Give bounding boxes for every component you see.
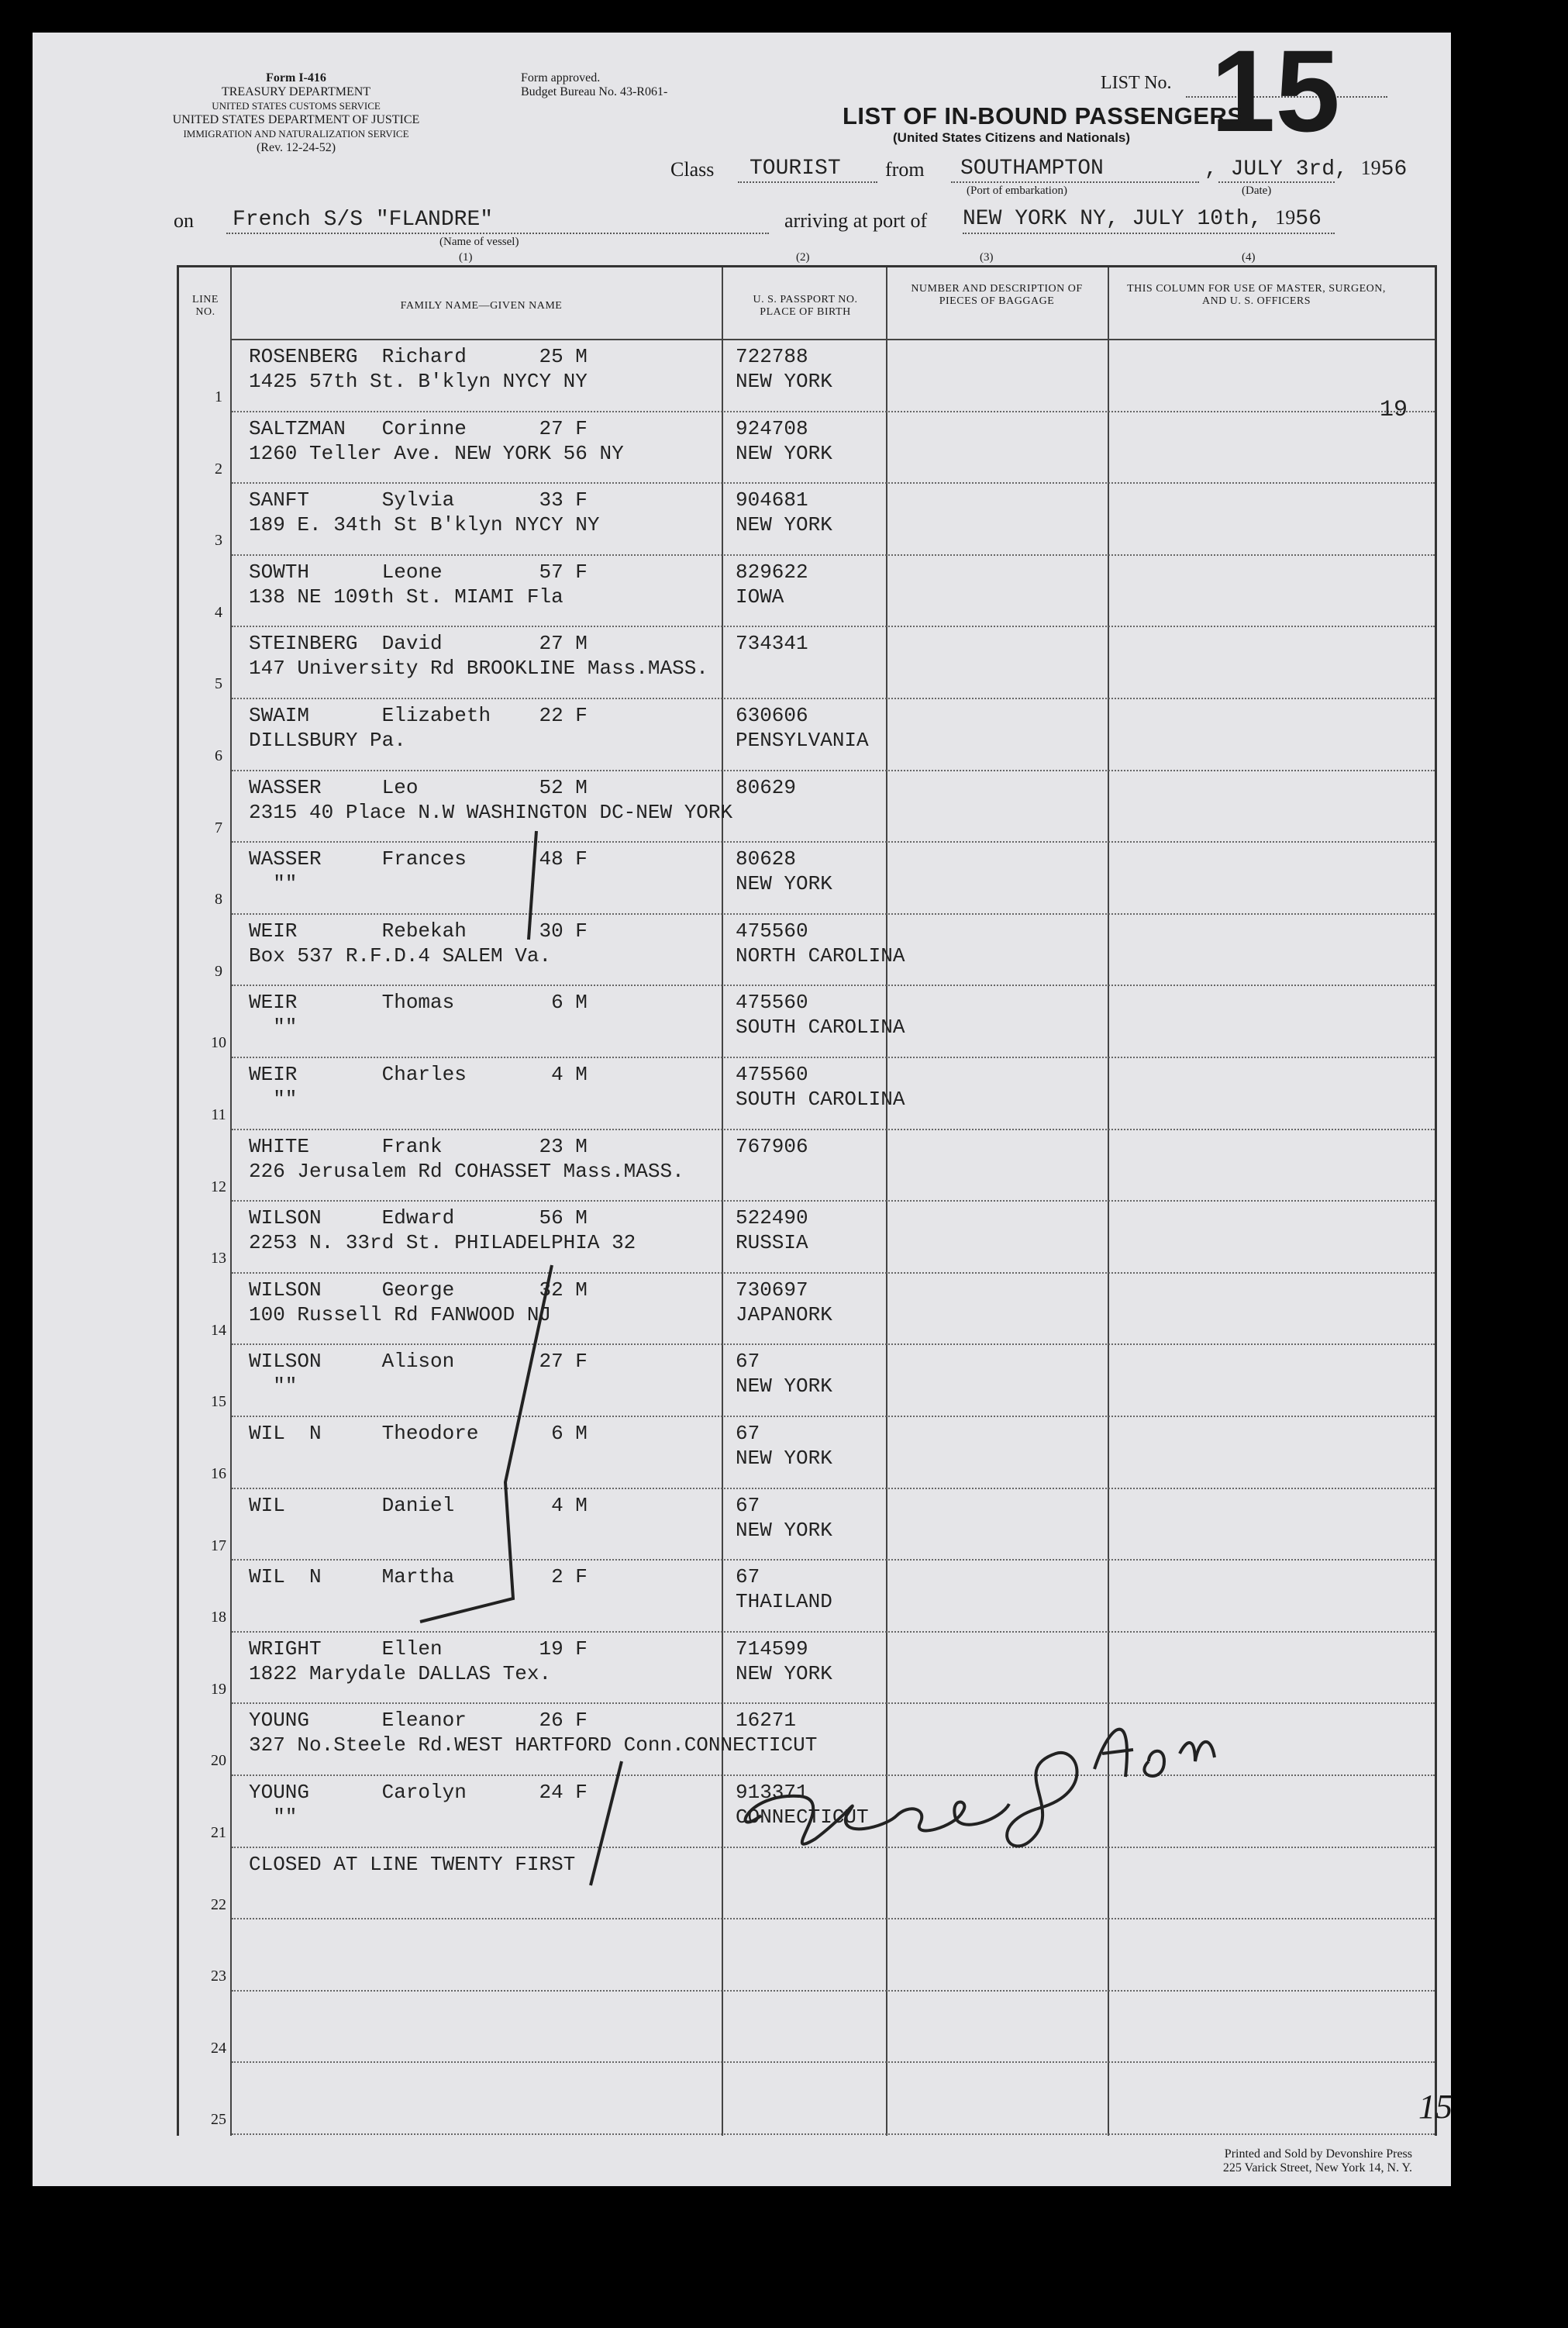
passenger-name: YOUNG Eleanor 26 F <box>249 1709 588 1733</box>
port-line <box>951 181 1199 183</box>
table-row <box>179 627 1435 698</box>
place-of-birth: NORTH CAROLINA <box>736 943 905 967</box>
form-header-left <box>172 71 420 155</box>
date-caption: (Date) <box>1242 185 1272 197</box>
line-number: 23 <box>211 1968 226 1985</box>
vessel-caption: (Name of vessel) <box>439 236 519 248</box>
passport-number: 767906 <box>736 1134 808 1158</box>
passenger-address: 1425 57th St. B'klyn NYCY NY <box>249 370 588 393</box>
table-row <box>179 484 1435 555</box>
passport-number: 829622 <box>736 560 808 584</box>
passenger-name: YOUNG Carolyn 24 F <box>249 1781 588 1804</box>
form-subtitle: (United States Citizens and Nationals) <box>893 130 1131 145</box>
place-of-birth: NEW YORK <box>736 370 832 393</box>
passenger-name: WIL N Theodore 6 M <box>249 1422 588 1445</box>
passenger-name: CLOSED AT LINE TWENTY FIRST <box>249 1852 576 1876</box>
place-of-birth: IOWA <box>736 585 784 609</box>
table-row <box>179 556 1435 627</box>
form-title: LIST OF IN-BOUND PASSENGERS <box>843 102 1244 129</box>
passport-number: 475560 <box>736 1063 808 1086</box>
place-of-birth: NEW YORK <box>736 441 832 465</box>
place-of-birth: SOUTH CAROLINA <box>736 1016 905 1040</box>
port-of-embarkation: SOUTHAMPTON <box>960 157 1104 181</box>
line-number: 1 <box>215 388 222 405</box>
customs-service: UNITED STATES CUSTOMS SERVICE <box>212 100 381 112</box>
place-of-birth: NEW YORK <box>736 1374 832 1399</box>
passport-number: 722788 <box>736 345 808 368</box>
budget-bureau-no: Budget Bureau No. 43-R061- <box>521 85 668 98</box>
ins-service: IMMIGRATION AND NATURALIZATION SERVICE <box>183 128 409 140</box>
form-approval <box>521 71 667 99</box>
place-of-birth: NEW YORK <box>736 1447 832 1470</box>
passenger-name: WIL N Martha 2 F <box>249 1565 588 1589</box>
printer-credit <box>1223 2147 1412 2175</box>
passenger-address: "" <box>249 1805 298 1829</box>
passenger-name: WILSON Edward 56 M <box>249 1206 588 1230</box>
place-of-birth: RUSSIA <box>736 1231 808 1255</box>
justice-dept: UNITED STATES DEPARTMENT OF JUSTICE <box>172 113 420 126</box>
departure-year-suffix: 56 <box>1380 157 1408 181</box>
passenger-name: SALTZMAN Corinne 27 F <box>249 416 588 440</box>
line-number: 24 <box>211 2039 226 2057</box>
passenger-address: 1260 Teller Ave. NEW YORK 56 NY <box>249 441 624 465</box>
treasury-dept: TREASURY DEPARTMENT <box>221 85 371 98</box>
line-number: 9 <box>215 962 222 980</box>
passenger-name: WRIGHT Ellen 19 F <box>249 1636 588 1661</box>
passport-number: 67 <box>736 1350 760 1374</box>
passenger-address: "" <box>249 1088 298 1111</box>
vessel-name: French S/S "FLANDRE" <box>233 208 494 232</box>
passenger-address: 189 E. 34th St B'klyn NYCY NY <box>249 513 600 537</box>
passenger-address: 100 Russell Rd FANWOOD NJ <box>249 1302 552 1326</box>
col-num-3: (3) <box>980 251 994 264</box>
col-num-2: (2) <box>796 251 810 264</box>
passenger-address: 138 NE 109th St. MIAMI Fla <box>249 585 563 609</box>
passenger-address: 327 No.Steele Rd.WEST HARTFORD Conn.CONNECTICUT <box>249 1733 818 1757</box>
line-number: 15 <box>211 1393 226 1411</box>
line-number: 11 <box>211 1106 226 1123</box>
corner-page-mark: 15 <box>1418 2088 1453 2126</box>
passport-number: 16271 <box>736 1709 797 1733</box>
vessel-line <box>226 233 769 234</box>
passenger-address: 147 University Rd BROOKLINE Mass.MASS. <box>249 657 708 681</box>
line-number: 13 <box>211 1250 226 1267</box>
line-number: 18 <box>211 1609 226 1626</box>
arrival-year-suffix: 56 <box>1295 207 1322 231</box>
line-number: 14 <box>211 1321 226 1339</box>
place-of-birth: JAPANORK <box>736 1302 832 1326</box>
passenger-name: WASSER Frances 48 F <box>249 847 588 871</box>
line-number: 6 <box>215 747 222 764</box>
passenger-name: WHITE Frank 23 M <box>249 1134 588 1158</box>
passport-number: 67 <box>736 1422 760 1445</box>
col-header-officers: THIS COLUMN FOR USE OF MASTER, SURGEON, AND U. S. OFFICERS <box>1127 283 1386 307</box>
line-number: 4 <box>215 603 222 621</box>
arrival-year-prefix: 19 <box>1275 206 1296 229</box>
arriving-label: arriving at port of <box>784 209 928 232</box>
table-row <box>179 699 1435 771</box>
passenger-address: Box 537 R.F.D.4 SALEM Va. <box>249 943 552 967</box>
line-number: 12 <box>211 1178 226 1195</box>
passport-number: 734341 <box>736 632 808 656</box>
passport-number: 714599 <box>736 1636 808 1661</box>
class-label: Class <box>670 158 715 181</box>
line-number: 19 <box>211 1680 226 1698</box>
place-of-birth: PENSYLVANIA <box>736 729 869 752</box>
list-no-label: LIST No. <box>1101 73 1172 93</box>
passenger-name: SWAIM Elizabeth 22 F <box>249 704 588 727</box>
passport-number: 475560 <box>736 919 808 943</box>
table-row <box>179 340 1435 412</box>
line-number: 2 <box>215 460 222 478</box>
place-of-birth: NEW YORK <box>736 513 832 537</box>
departure-date-value: JULY 3rd <box>1230 157 1335 181</box>
passport-number: 730697 <box>736 1278 808 1302</box>
form-number: Form I-416 <box>266 71 326 84</box>
place-of-birth: CONNECTICUT <box>736 1805 869 1829</box>
passport-number: 913371 <box>736 1781 808 1804</box>
col-header-line-no: LINE NO. <box>192 294 219 318</box>
passenger-name: WEIR Thomas 6 M <box>249 991 588 1015</box>
col-num-4: (4) <box>1242 251 1256 264</box>
passenger-name: SOWTH Leone 57 F <box>249 560 588 584</box>
passport-number: 475560 <box>736 991 808 1015</box>
passenger-name: WEIR Rebekah 30 F <box>249 919 588 943</box>
passport-number: 904681 <box>736 488 808 512</box>
col-header-name: FAMILY NAME—GIVEN NAME <box>400 300 563 312</box>
approval-line: Form approved. <box>521 71 601 84</box>
passport-number: 67 <box>736 1565 760 1589</box>
line-number: 16 <box>211 1465 226 1482</box>
departure-date: , JULY 3rd, 1956 <box>1204 157 1408 181</box>
on-label: on <box>174 209 194 232</box>
passenger-address: "" <box>249 1374 298 1399</box>
passenger-address: "" <box>249 872 298 896</box>
port-caption: (Port of embarkation) <box>967 185 1067 197</box>
passenger-name: ROSENBERG Richard 25 M <box>249 345 588 368</box>
table-row <box>179 2063 1435 2134</box>
place-of-birth: THAILAND <box>736 1590 832 1614</box>
passport-number: 80629 <box>736 775 797 799</box>
passenger-name: STEINBERG David 27 M <box>249 632 588 656</box>
passenger-address: 226 Jerusalem Rd COHASSET Mass.MASS. <box>249 1159 684 1183</box>
arrival-port-value: NEW YORK NY, JULY 10th <box>963 207 1249 231</box>
arrival-line <box>963 233 1335 234</box>
passenger-name: WILSON George 32 M <box>249 1278 588 1302</box>
arrival-port: NEW YORK NY, JULY 10th, 1956 <box>963 206 1322 231</box>
line-number: 21 <box>211 1824 226 1841</box>
passenger-name: SANFT Sylvia 33 F <box>249 488 588 512</box>
row-divider <box>232 2133 1435 2135</box>
col-header-passport: U. S. PASSPORT NO. PLACE OF BIRTH <box>753 294 858 318</box>
passport-number: 630606 <box>736 704 808 727</box>
col-num-1: (1) <box>459 251 473 264</box>
class-value: TOURIST <box>750 157 841 181</box>
line-number: 10 <box>211 1034 226 1052</box>
passenger-name: WASSER Leo 52 M <box>249 775 588 799</box>
from-label: from <box>885 158 925 181</box>
line-number: 17 <box>211 1536 226 1554</box>
passport-number: 924708 <box>736 416 808 440</box>
passenger-name: WEIR Charles 4 M <box>249 1063 588 1086</box>
passenger-address: 2315 40 Place N.W WASHINGTON DC-NEW YORK <box>249 800 733 824</box>
passport-number: 522490 <box>736 1206 808 1230</box>
handwritten-signature <box>730 1661 1226 1862</box>
place-of-birth: NEW YORK <box>736 872 832 896</box>
passenger-address: "" <box>249 1016 298 1040</box>
list-number: 15 <box>1211 26 1340 156</box>
line-number: 20 <box>211 1752 226 1770</box>
line-number: 7 <box>215 819 222 836</box>
class-line <box>738 181 877 183</box>
side-note-number: 19 <box>1380 397 1408 423</box>
line-number: 8 <box>215 891 222 909</box>
place-of-birth: SOUTH CAROLINA <box>736 1088 905 1111</box>
passport-number: 80628 <box>736 847 797 871</box>
passport-number: 67 <box>736 1493 760 1517</box>
passenger-name: WILSON Alison 27 F <box>249 1350 588 1374</box>
line-number: 22 <box>211 1895 226 1913</box>
line-number: 3 <box>215 532 222 550</box>
place-of-birth: NEW YORK <box>736 1661 832 1685</box>
line-number: 5 <box>215 675 222 693</box>
form-sheet <box>33 26 1453 2186</box>
line-number: 25 <box>211 2111 226 2129</box>
place-of-birth: NEW YORK <box>736 1518 832 1542</box>
date-line <box>1218 181 1335 183</box>
passenger-name: WIL Daniel 4 M <box>249 1493 588 1517</box>
departure-year-prefix: 19 <box>1360 157 1381 179</box>
revision-date: (Rev. 12-24-52) <box>256 141 336 154</box>
printer-line-2: 225 Varick Street, New York 14, N. Y. <box>1222 2161 1412 2175</box>
passenger-address: DILLSBURY Pa. <box>249 729 406 752</box>
passenger-address: 2253 N. 33rd St. PHILADELPHIA 32 <box>249 1231 636 1255</box>
col-header-baggage: NUMBER AND DESCRIPTION OF PIECES OF BAGGAGE <box>911 283 1083 307</box>
pen-bracket-marks <box>188 785 575 2025</box>
passenger-address: 1822 Marydale DALLAS Tex. <box>249 1661 552 1685</box>
printer-line-1: Printed and Sold by Devonshire Press <box>1224 2147 1412 2161</box>
table-row <box>179 412 1435 484</box>
